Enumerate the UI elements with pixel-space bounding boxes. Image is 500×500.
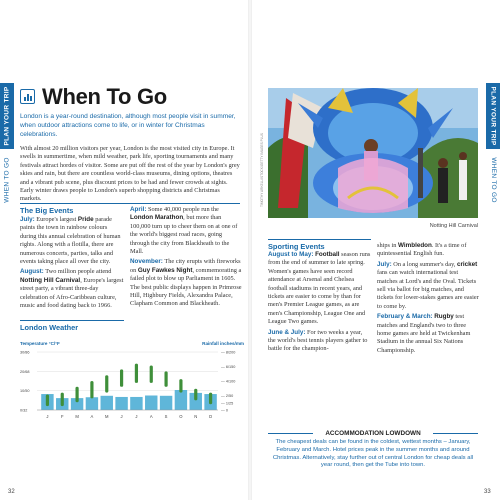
temperature-range-bar — [135, 364, 138, 383]
event-paragraph — [130, 206, 242, 256]
weather-chart-svg — [18, 338, 246, 424]
event-text: parade paints the town in rainbow colours during this annual celebration of human rights. Along with a flotilla, there are numerous concerts, parties, talks and events taking place all over the city. — [20, 216, 121, 266]
month-tick-label: A — [90, 414, 94, 419]
temperature-range-bar — [194, 389, 197, 401]
photo-caption: Notting Hill Carnival — [429, 223, 478, 229]
event-text: season runs from the end of summer to late spring. Women's games have seen record attendance at Arsenal and Chelsea football stadiums in recent years, and tickets are easier to come by than for men's Premier League games, as are men's Championship, League One and League Two games. — [268, 251, 371, 326]
rain-tick-label: — 4/100 — [221, 379, 236, 384]
event-text: Europe's largest — [34, 216, 78, 223]
event-month: July: — [20, 216, 35, 223]
sporting-col2 — [377, 242, 480, 357]
temp-tick-label: 10/50 — [20, 389, 30, 394]
event-month: June & July: — [268, 328, 306, 336]
weather-rule — [20, 320, 124, 321]
rain-tick-label: — 8/200 — [221, 350, 236, 355]
temperature-range-bar — [46, 395, 49, 407]
lowdown-heading: ACCOMMODATION LOWDOWN — [325, 430, 421, 437]
weather-chart — [18, 338, 246, 424]
event-month: August to May: — [268, 251, 314, 258]
rainfall-bar — [160, 396, 172, 410]
month-tick-label: A — [149, 414, 153, 419]
rain-tick-label: — 2/50 — [221, 394, 234, 398]
intro-text: With almost 20 million visitors per year, London is the most visited city in Europe. It swells in summertime, when mild weather, park life, sporting tournaments and many festivals attract hordes of visitor. Some are put off the rest of the year by London's grey skies and rain, but there are countless world-class museums, dining options, theatres and a vibrant pub scene, plus discount prices to be had and fewer crowds at sights. Early winter draws people to London's superb shopping districts and Christmas markets. — [20, 145, 240, 203]
event-name: Guy Fawkes Night — [137, 266, 193, 274]
event-name: London Marathon — [130, 214, 184, 222]
sporting-heading: Sporting Events — [268, 242, 325, 251]
event-name: Notting Hill Carnival — [20, 276, 81, 284]
rainfall-bar — [86, 397, 98, 410]
rain-tick-label: — 0 — [221, 408, 228, 413]
side-section-label: WHEN TO GO — [489, 157, 497, 203]
month-tick-label: J — [46, 414, 49, 419]
event-paragraph — [377, 261, 480, 311]
temperature-range-bar — [209, 393, 212, 405]
side-tab-right — [486, 83, 500, 149]
temperature-range-bar — [75, 387, 78, 402]
event-paragraph — [130, 258, 242, 308]
temperature-range-bar — [120, 369, 123, 386]
rainfall-bar — [145, 396, 157, 411]
event-month: July: — [377, 260, 392, 268]
event-month: November: — [130, 258, 163, 266]
event-text: Some 40,000 people run the — [146, 206, 219, 213]
event-text: , but more than 100,000 turn up to cheer them on at one of the world's biggest road races, going through the city from Blackheath to the Mall. — [130, 214, 238, 256]
month-tick-label: O — [179, 414, 183, 419]
sporting-col1 — [268, 251, 371, 356]
event-paragraph — [20, 216, 124, 266]
event-paragraph — [377, 313, 480, 355]
big-events-col1 — [20, 216, 124, 312]
left-page — [0, 0, 248, 500]
rainfall-bar — [130, 397, 142, 410]
section-rule — [20, 203, 240, 204]
event-paragraph — [377, 242, 480, 259]
side-tab-left — [0, 83, 14, 149]
carnival-illustration — [268, 88, 478, 218]
side-section-label: WHEN TO GO — [3, 157, 11, 203]
month-tick-label: J — [120, 414, 123, 419]
page-title: When To Go — [42, 84, 167, 109]
temperature-range-bar — [61, 393, 64, 407]
event-name: Rugby — [434, 313, 454, 321]
lowdown-rule-right — [433, 433, 478, 434]
month-tick-label: M — [105, 414, 109, 419]
event-text: test matches and England's two to three home games are held at Twickenham Stadium in the annual Six Nations Championship. — [377, 313, 471, 354]
month-tick-label: S — [164, 414, 168, 419]
calendar-chart-icon — [20, 89, 35, 104]
rainfall-axis-label: Rainfall inches/mm — [202, 341, 244, 346]
temperature-range-bar — [179, 379, 182, 393]
big-events-col2 — [130, 206, 242, 311]
event-name: cricket — [456, 260, 478, 268]
event-name: Football — [315, 251, 340, 258]
photo-credit: TIMOTHY ARKELL/ISTOCK/GETTY IMAGES PLUS — [260, 133, 264, 207]
rain-tick-label: — 1/25 — [221, 401, 234, 406]
month-tick-label: F — [60, 414, 64, 419]
event-text: ships in — [377, 242, 398, 249]
carnival-photo — [268, 88, 478, 218]
event-text: The city erupts with fireworks on — [130, 258, 241, 274]
event-text: For two weeks a year, the world's best tennis players gather to battle for the champion- — [268, 328, 368, 353]
event-month: April: — [130, 206, 147, 213]
page-number-left: 32 — [8, 489, 15, 495]
lede-text: London is a year-round destination, although most people visit in summer, when outdoor attractions come to life, or in winter for Christmas celebrations. — [20, 113, 236, 139]
temp-tick-label: 30/86 — [20, 350, 30, 355]
event-paragraph — [268, 329, 371, 354]
month-tick-label: M — [75, 414, 79, 419]
side-tab-label: PLAN YOUR TRIP — [489, 86, 497, 146]
event-name: Wimbledon — [398, 242, 432, 249]
temp-tick-label: 20/68 — [20, 369, 30, 374]
event-month: August: — [20, 268, 44, 276]
page-number-right: 33 — [484, 489, 491, 495]
month-tick-label: J — [135, 414, 138, 419]
month-tick-label: D — [209, 414, 213, 419]
event-text: fans can watch international test matches at Lord's and the Oval. Tickets sell via ballot for big matches, and tickets for lower-stakes games are easier to come by. — [377, 269, 479, 310]
event-text: Two million people attend — [43, 268, 112, 276]
event-month: February & March: — [377, 313, 433, 321]
event-paragraph — [20, 268, 124, 310]
sporting-rule — [268, 239, 371, 240]
event-text: , Europe's largest street party, a vibrant three-day celebration of Afro-Caribbean culture, music and food dating back to 1966. — [20, 276, 124, 310]
temp-tick-label: 0/32 — [20, 408, 28, 413]
event-text: On a long summer's day, — [391, 260, 457, 268]
temperature-range-bar — [164, 371, 167, 386]
rain-tick-label: — 6/150 — [221, 365, 236, 369]
event-paragraph — [268, 251, 371, 327]
weather-heading: London Weather — [20, 323, 79, 332]
big-events-heading: The Big Events — [20, 206, 74, 215]
event-name: Pride — [77, 216, 94, 223]
event-text: . It's a time of quintessential English fun. — [377, 242, 467, 258]
month-tick-label: N — [194, 414, 198, 419]
event-text: , commemorating a failed plot to blow up Parliament in 1605. The best public displays happen in Primrose Hill, Highbury Fields, Alexandra Palace, Clapham Common and Blackheath. — [130, 266, 242, 308]
rainfall-bar — [175, 390, 187, 410]
rainfall-bar — [115, 397, 127, 410]
temperature-axis-label: Temperature °C/°F — [20, 341, 60, 346]
rainfall-bar — [101, 396, 113, 410]
temperature-range-bar — [150, 366, 153, 383]
lowdown-text: The cheapest deals can be found in the coldest, wettest months – January, February and March. Hotel prices peak in the summer months and around Christmas. Alternatively, stay further out of central London for cheap deals all year round, then get the Tube into town. — [272, 439, 474, 469]
side-tab-label: PLAN YOUR TRIP — [3, 86, 11, 146]
temperature-range-bar — [105, 375, 108, 392]
temperature-range-bar — [90, 381, 93, 398]
